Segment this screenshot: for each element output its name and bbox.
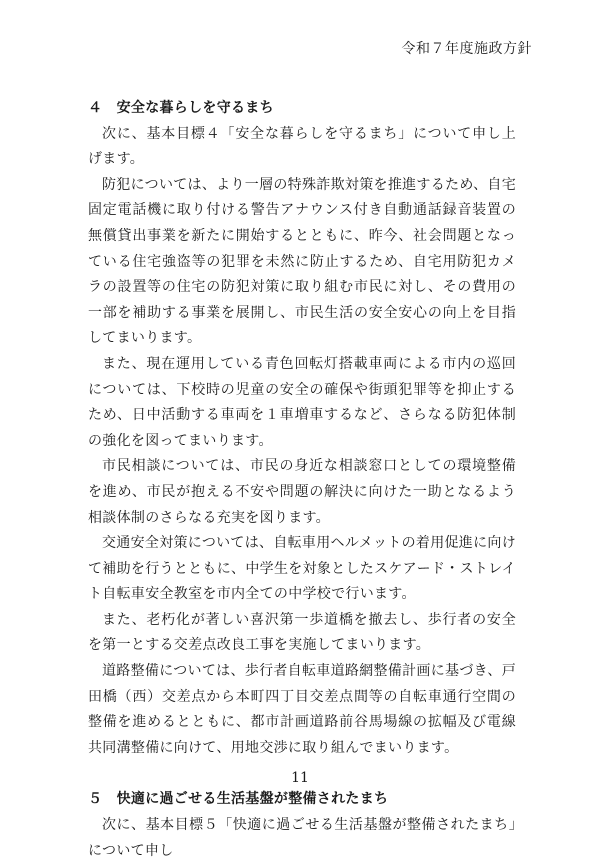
section-4-paragraph-6: また、老朽化が著しい喜沢第一歩道橋を撤去し、歩行者の安全を第一とする交差点改良工事を実施してまいります。 [88,611,516,654]
section-4-paragraph-5: 交通安全対策については、自転車用ヘルメットの着用促進に向けて補助を行うとともに、中学生を対象としたスケアード・ストレイト自転車安全教室を市内全ての中学校で行います。 [88,535,516,603]
section-5-heading: ５ 快適に過ごせる生活基盤が整備されたまち [88,791,389,808]
section-4-paragraph-4: 市民相談については、市民の身近な相談窓口としての環境整備を進め、市民が抱える不安や問題の解決に向けた一助となるよう相談体制のさらなる充実を図ります。 [88,458,516,526]
section-4-paragraph-7: 道路整備については、歩行者自転車道路網整備計画に基づき、戸田橋（西）交差点から本町四丁目交差点間等の自転車通行空間の整備を進めるとともに、都市計画道路前谷馬場線の拡幅及び電線共同溝整備に向けて、用地交渉に取り組んでまいります。 [88,663,516,756]
page-number: 11 [291,770,309,786]
section-4-paragraph-3: また、現在運用している青色回転灯搭載車両による市内の巡回については、下校時の児童の安全の確保や街頭犯罪等を抑止するため、日中活動する車両を１車増車するなど、さらなる防犯体制の強化を図ってまいります。 [88,355,516,449]
section-5-paragraph-1: 次に、基本目標５「快適に過ごせる生活基盤が整備されたまち」について申し [88,817,516,859]
document-body [88,96,516,864]
section-4-heading: ４ 安全な暮らしを守るまち [88,100,274,116]
section-4-paragraph-1: 次に、基本目標４「安全な暮らしを守るまち」について申し上げます。 [88,125,516,168]
document-header-title: 令和７年度施政方針 [401,41,532,57]
section-4-paragraph-2: 防犯については、より一層の特殊詐欺対策を推進するため、自宅固定電話機に取り付ける警告アナウンス付き自動通話録音装置の無償貸出事業を新たに開始するとともに、昨今、社会問題となっている住宅強盗等の犯罪を未然に防止するため、自宅用防犯カメラの設置等の住宅の防犯対策に取り組む市民に対し、その費用の一部を補助する事業を展開し、市民生活の安全安心の向上を目指してまいります。 [88,176,516,347]
